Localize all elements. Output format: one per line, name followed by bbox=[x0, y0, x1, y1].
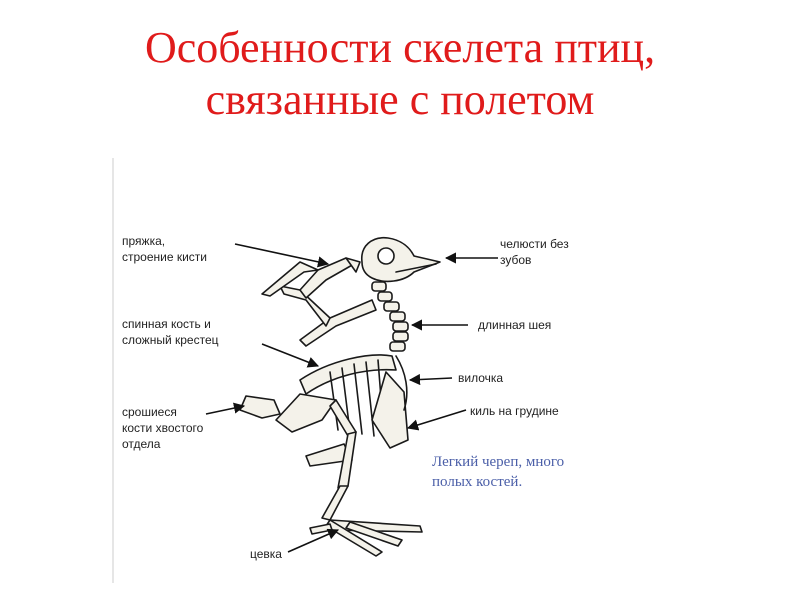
tarsometatarsus bbox=[322, 486, 348, 520]
label-jaws-line-1: челюсти без bbox=[500, 237, 569, 251]
label-spine-line-1: спинная кость и bbox=[122, 317, 211, 331]
slide-title-line-1: Особенности скелета птиц, bbox=[144, 23, 656, 72]
note-light-skull bbox=[432, 452, 564, 492]
pygostyle bbox=[240, 396, 280, 418]
label-spine-line-2: сложный крестец bbox=[122, 333, 219, 347]
label-neck: длинная шея bbox=[478, 318, 552, 332]
arrow-furcula bbox=[410, 378, 452, 380]
note-line-1: Легкий череп, много bbox=[432, 454, 565, 470]
label-pryazhka bbox=[122, 233, 207, 265]
skull bbox=[362, 238, 440, 282]
neck-vertebrae bbox=[372, 282, 408, 351]
sternum-keel bbox=[372, 372, 408, 448]
femur bbox=[330, 400, 356, 436]
arrow-tail bbox=[206, 406, 244, 414]
label-tail-line-1: срошиеся bbox=[122, 405, 177, 419]
label-jaws bbox=[500, 236, 569, 268]
label-tail-line-2: кости хвостого bbox=[122, 421, 204, 435]
label-tail bbox=[122, 404, 203, 452]
note-line-2: полых костей. bbox=[432, 474, 523, 490]
arrow-spine bbox=[262, 344, 318, 366]
label-spine bbox=[122, 316, 219, 348]
label-tail-line-3: отдела bbox=[122, 437, 161, 451]
label-jaws-line-2: зубов bbox=[500, 253, 532, 267]
arrow-keel bbox=[408, 410, 466, 428]
pelvis bbox=[276, 394, 336, 432]
label-keel: киль на грудине bbox=[470, 404, 559, 418]
eye-socket bbox=[378, 248, 394, 264]
label-pryazhka-line-1: пряжка, bbox=[122, 234, 166, 248]
arrow-pryazhka bbox=[235, 244, 328, 264]
skeleton-bones bbox=[240, 238, 440, 556]
label-furcula: вилочка bbox=[458, 371, 504, 385]
label-tarsus: цевка bbox=[250, 547, 282, 561]
slide-title-line-2: связанные с полетом bbox=[205, 75, 595, 124]
label-pryazhka-line-2: строение кисти bbox=[122, 250, 208, 264]
